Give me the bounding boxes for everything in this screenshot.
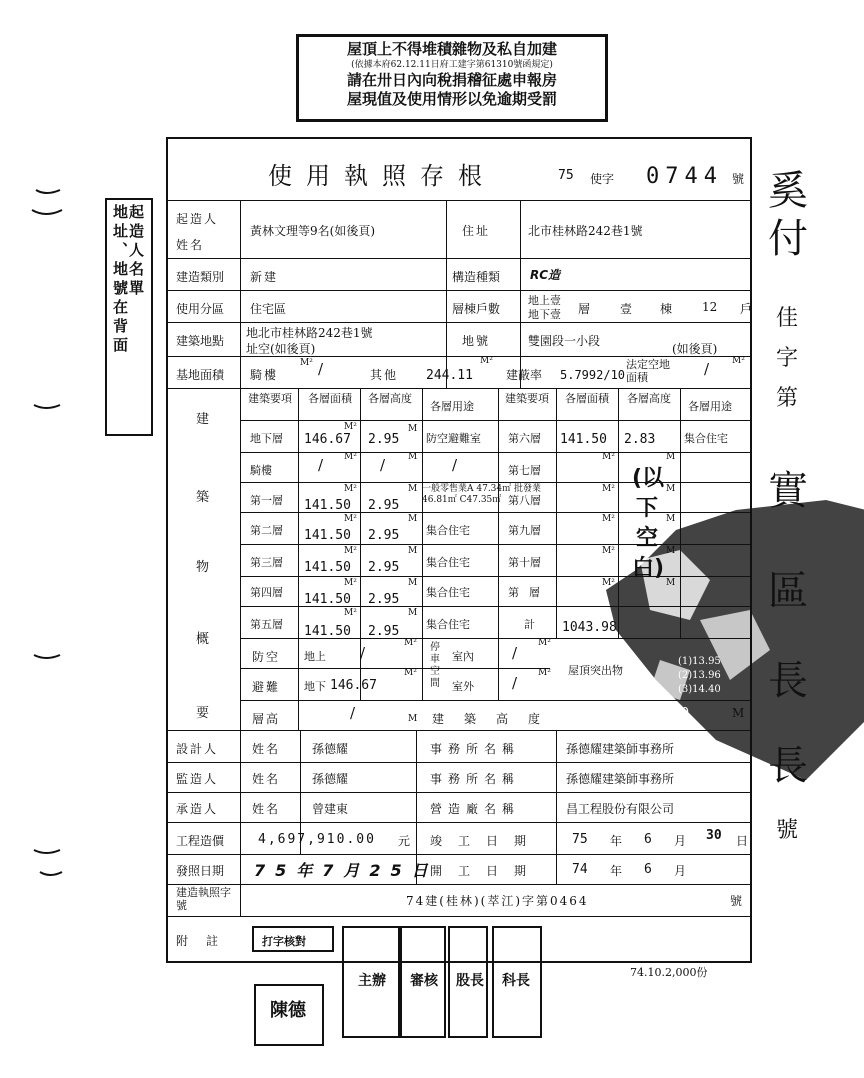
- contractor-office-label: 營造廠名稱: [430, 802, 521, 816]
- unit-label: M: [666, 514, 676, 524]
- seal-text: 主辦: [358, 973, 386, 989]
- start-day: 11: [706, 862, 722, 877]
- section-char: 物: [196, 560, 210, 575]
- owner-address-label: 住址: [462, 224, 491, 238]
- building-count: 壹: [620, 302, 633, 316]
- floor-name: 第八層: [508, 494, 541, 507]
- unit-label: M²: [344, 514, 357, 524]
- section-char: 概: [196, 632, 210, 647]
- floor-name: 地下層: [250, 432, 283, 445]
- unit-label: M²: [404, 668, 417, 678]
- floor-name: 第三層: [250, 556, 283, 569]
- other-label: 其他: [370, 368, 399, 382]
- supervisor-name: 孫德耀: [312, 772, 349, 786]
- rule: [166, 290, 752, 291]
- roof-value: (1)13.95: [678, 656, 721, 667]
- rule: [166, 200, 752, 201]
- slash-mark: /: [512, 674, 518, 692]
- permit-ref-suffix: 號: [730, 894, 743, 908]
- unit-label: M²: [344, 484, 357, 494]
- issue-date-value: 75年7月25日: [254, 861, 438, 880]
- floor-use: /: [452, 456, 458, 474]
- rule: [298, 388, 299, 730]
- unit-label: M: [408, 608, 418, 618]
- notice-line-4: 屋現值及使用情形以免逾期受罰: [346, 90, 557, 108]
- print-code: 74.10.2,000份: [630, 966, 708, 979]
- seal-text: 陳德: [270, 1000, 306, 1021]
- building-height-value: 18.00: [650, 706, 690, 721]
- typing-check-text: 打字核對: [262, 935, 306, 948]
- floor-name: 第九層: [508, 524, 541, 537]
- margin-char: 長: [768, 743, 808, 789]
- floor-area: 146.67: [304, 432, 351, 447]
- supervisor-name-label: 姓名: [252, 772, 281, 786]
- floor-use: 防空避難室: [426, 432, 481, 445]
- site-area-label: 基地面積: [176, 368, 225, 382]
- permit-number: 0744: [646, 164, 723, 189]
- margin-char: 佳: [776, 306, 799, 331]
- margin-char: 付: [768, 216, 808, 262]
- cost-label: 工程造價: [176, 834, 225, 848]
- rule: [556, 388, 557, 638]
- seal-stamp: [492, 926, 542, 1038]
- floor-use: 一般零售業A 47.34㎡ 批發業 46.81㎡ C47.35㎡: [422, 484, 541, 505]
- floor-use: 集合住宅: [426, 556, 470, 569]
- floor-area: 141.50: [304, 624, 351, 639]
- site-value-1: 地北市桂林路242巷1號: [246, 326, 373, 340]
- floor-name: 第十層: [508, 556, 541, 569]
- rule: [680, 388, 681, 638]
- floor-use: 集合住宅: [426, 618, 470, 631]
- unit-label: M: [666, 546, 676, 556]
- rule: [166, 762, 752, 763]
- floor-name: 第五層: [250, 618, 283, 631]
- arcade-label: 騎樓: [250, 368, 279, 382]
- floor-area: 141.50: [304, 498, 351, 513]
- supervisor-office: 孫德耀建築師事務所: [566, 772, 675, 786]
- seal-text: 審核: [410, 973, 438, 989]
- permit-year: 75: [558, 168, 574, 183]
- side-note-box: [105, 198, 153, 436]
- floor-use: 集合住宅: [684, 432, 728, 445]
- unit-label: M²: [344, 546, 357, 556]
- shelter-below-value: 146.67: [330, 678, 377, 693]
- parking-indoor-label: 室內: [452, 650, 474, 663]
- day-unit: 日: [736, 834, 749, 848]
- notice-line-2: (依據本府62.12.11日府工建字第61310號函規定): [351, 60, 553, 70]
- permit-ref-value: 74建(桂林)(萃江)字第0464: [406, 894, 589, 908]
- household-count: 12: [702, 300, 718, 314]
- unit-label: M: [408, 546, 418, 556]
- rule: [618, 388, 619, 638]
- build-type-label: 建造類別: [176, 270, 225, 284]
- unit-label: M: [666, 578, 676, 588]
- section-char: 要: [196, 706, 210, 721]
- rule: [498, 388, 499, 700]
- slash-mark: /: [512, 644, 518, 662]
- start-year: 74: [572, 862, 588, 877]
- open-space-label: 法定空地面積: [626, 358, 670, 384]
- seal-stamp: [254, 984, 324, 1046]
- rule: [240, 544, 752, 545]
- unit-label: M²: [300, 358, 313, 368]
- structure-value: RC造: [530, 268, 561, 282]
- margin-char: 奚: [768, 168, 808, 214]
- col-height-header: 各層高度: [368, 392, 412, 405]
- rule: [166, 258, 752, 259]
- designer-office: 孫德耀建築師事務所: [566, 742, 675, 756]
- rule: [166, 884, 752, 885]
- floor-height: /: [380, 456, 386, 474]
- floor-area: 141.50: [304, 528, 351, 543]
- floor-height: 2.95: [368, 592, 400, 607]
- lot-value: 雙園段一小段: [528, 334, 601, 348]
- site-label: 建築地點: [176, 334, 225, 348]
- rule: [240, 700, 752, 701]
- roof-value: (3)14.40: [678, 684, 721, 695]
- floor-height: 2.95: [368, 432, 400, 447]
- rule: [166, 730, 752, 731]
- unit-label: M: [408, 452, 418, 462]
- unit-label: M²: [602, 578, 615, 588]
- household-unit: 戶: [740, 302, 753, 316]
- rule: [240, 200, 241, 916]
- day-unit: 日: [736, 864, 749, 878]
- parking-outdoor-label: 室外: [452, 680, 474, 693]
- rule: [166, 388, 752, 389]
- parking-label: 停車空間: [430, 642, 440, 689]
- cost-unit: 元: [398, 834, 411, 848]
- floor-height: 2.95: [368, 528, 400, 543]
- finish-date-label: 竣工日期: [430, 834, 543, 848]
- notice-line-3: 請在卅日內向稅捐稽征處申報房: [346, 71, 557, 89]
- col-area-header: 各層面積: [308, 392, 352, 405]
- floor-height-label: 層高: [252, 712, 281, 726]
- floor-height: 2.95: [368, 560, 400, 575]
- col-item-header: 建築要項: [505, 392, 549, 405]
- month-unit: 月: [674, 834, 687, 848]
- permit-ref-label: 建造執照字號: [176, 886, 231, 912]
- unit-label: M: [666, 452, 676, 462]
- slash-mark: /: [360, 644, 366, 662]
- col-area-header: 各層面積: [565, 392, 609, 405]
- rule: [166, 916, 752, 917]
- floor-use: 集合住宅: [426, 524, 470, 537]
- unit-label: M: [732, 706, 745, 720]
- seal-text: 科長: [502, 973, 530, 989]
- building-height-label: 建築高度: [432, 712, 561, 726]
- floor-name: 第七層: [508, 464, 541, 477]
- roof-label: 屋頂突出物: [568, 664, 623, 677]
- shelter-above-label: 地上: [304, 650, 326, 663]
- shelter-below-label: 地下: [304, 680, 326, 693]
- unit-label: M²: [538, 638, 551, 648]
- floor-area: 141.50: [560, 432, 607, 447]
- owner-address-value: 北市桂林路242巷1號: [528, 224, 643, 238]
- issue-date-label: 發照日期: [176, 864, 225, 878]
- contractor-name-label: 姓名: [252, 802, 281, 816]
- floor-height: 2.95: [368, 498, 400, 513]
- supervisor-role: 監造人: [176, 772, 219, 786]
- floor-name: 騎樓: [250, 464, 272, 477]
- floor-area: 1043.98: [562, 620, 617, 635]
- unit-label: M²: [732, 356, 745, 366]
- rule: [240, 576, 752, 577]
- start-date-label: 開工日期: [430, 864, 543, 878]
- finish-month: 6: [644, 832, 652, 847]
- roof-value: (2)13.96: [678, 670, 721, 681]
- zone-value: 住宅區: [250, 302, 287, 316]
- floor-area: 141.50: [304, 560, 351, 575]
- floor-height: 2.83: [624, 432, 656, 447]
- slash-mark: /: [704, 360, 710, 378]
- unit-label: M²: [602, 452, 615, 462]
- typing-check-stamp: [252, 926, 334, 952]
- floor-name: 計: [524, 618, 535, 631]
- rule: [422, 388, 423, 700]
- lot-note: (如後頁): [672, 342, 718, 356]
- floor-name: 第層: [508, 586, 550, 599]
- unit-label: M²: [602, 514, 615, 524]
- rule: [520, 200, 521, 388]
- designer-name: 孫德耀: [312, 742, 349, 756]
- unit-label: M²: [602, 546, 615, 556]
- margin-char: 長: [768, 658, 808, 704]
- seal-stamp: [448, 926, 488, 1038]
- unit-label: M: [408, 514, 418, 524]
- structure-label: 構造種類: [452, 270, 501, 284]
- unit-label: M²: [344, 608, 357, 618]
- permit-type: 使字: [590, 172, 615, 186]
- owner-label-b: 姓名: [176, 238, 205, 252]
- finish-year: 75: [572, 832, 588, 847]
- notice-line-1: 屋頂上不得堆積雜物及私自加建: [346, 40, 557, 58]
- remarks-label: 附註: [176, 934, 237, 948]
- owner-value: 黃林文理等9名(如後頁): [250, 224, 375, 238]
- floors-below: 地下壹: [528, 308, 561, 321]
- side-note-col-1: 起造人名單: [127, 204, 145, 299]
- year-unit: 年: [610, 864, 623, 878]
- floors-label: 層棟戶數: [452, 302, 501, 316]
- margin-char: 號: [776, 818, 799, 843]
- site-value-2: 址空(如後頁): [246, 342, 316, 356]
- zone-label: 使用分區: [176, 302, 225, 316]
- floor-height: 2.95: [368, 624, 400, 639]
- rule: [446, 200, 447, 388]
- rule: [240, 482, 752, 483]
- building-unit: 棟: [660, 302, 673, 316]
- col-use-header: 各層用途: [688, 400, 732, 413]
- month-unit: 月: [674, 864, 687, 878]
- rule: [166, 322, 752, 323]
- designer-role: 設計人: [176, 742, 219, 756]
- designer-office-label: 事務所名稱: [430, 742, 521, 756]
- rule: [240, 668, 550, 669]
- designer-name-label: 姓名: [252, 742, 281, 756]
- coverage-value: 5.7992/10: [560, 368, 626, 382]
- unit-label: M: [408, 578, 418, 588]
- margin-char: 實: [768, 468, 808, 514]
- rule: [166, 854, 752, 855]
- contractor-role: 承造人: [176, 802, 219, 816]
- slash-mark: /: [318, 360, 324, 378]
- supervisor-office-label: 事務所名稱: [430, 772, 521, 786]
- unit-label: M: [666, 484, 676, 494]
- floor-area: 141.50: [304, 592, 351, 607]
- rule: [166, 792, 752, 793]
- owner-label-a: 起造人: [176, 212, 219, 226]
- seal-stamp: [342, 926, 400, 1038]
- unit-label: M²: [344, 578, 357, 588]
- rule: [556, 730, 557, 884]
- col-use-header: 各層用途: [430, 400, 474, 413]
- start-month: 6: [644, 862, 652, 877]
- build-type-value: 新建: [250, 270, 279, 284]
- section-char: 建: [196, 412, 210, 427]
- floor-name: 第二層: [250, 524, 283, 537]
- section-char: 築: [196, 490, 210, 505]
- shelter-label-a: 防空: [252, 650, 281, 664]
- slash-mark: /: [350, 704, 356, 722]
- lot-label: 地號: [462, 334, 491, 348]
- margin-char: 區: [768, 568, 808, 614]
- col-height-header: 各層高度: [627, 392, 671, 405]
- coverage-label: 建蔽率: [506, 368, 543, 382]
- side-note-col-2: 地址、地號在背面: [111, 204, 129, 356]
- floor-use: 集合住宅: [426, 586, 470, 599]
- contractor-name: 曾建東: [312, 802, 349, 816]
- unit-label: M²: [538, 668, 551, 678]
- seal-stamp: [400, 926, 446, 1038]
- contractor-office: 昌工程股份有限公司: [566, 802, 675, 816]
- floors-above: 地上壹: [528, 294, 561, 307]
- shelter-label-b: 避難: [252, 680, 281, 694]
- floor-name: 第四層: [250, 586, 283, 599]
- other-value: 244.11: [426, 368, 473, 383]
- margin-char: 第: [776, 386, 799, 411]
- floor-name: 第六層: [508, 432, 541, 445]
- finish-day: 30: [706, 828, 722, 843]
- seal-text: 股長: [456, 973, 484, 989]
- rule: [166, 822, 752, 823]
- unit-label: M²: [344, 422, 357, 432]
- unit-label: M: [408, 714, 418, 724]
- col-item-header: 建築要項: [248, 392, 292, 405]
- rule: [240, 420, 752, 421]
- margin-char: 字: [776, 346, 799, 371]
- unit-label: M²: [344, 452, 357, 462]
- unit-label: M: [408, 484, 418, 494]
- unit-label: M²: [602, 484, 615, 494]
- floor-name: 第一層: [250, 494, 283, 507]
- blank-note: (以下空白): [632, 466, 665, 581]
- floors-unit: 層: [578, 302, 591, 316]
- floor-area: /: [318, 456, 324, 474]
- unit-label: M²: [404, 638, 417, 648]
- unit-label: M: [408, 424, 418, 434]
- permit-suffix: 號: [732, 172, 745, 186]
- cost-value: 4,697,910.00: [258, 832, 376, 847]
- form-title: 使用執照存根: [268, 162, 496, 190]
- year-unit: 年: [610, 834, 623, 848]
- unit-label: M²: [480, 356, 493, 366]
